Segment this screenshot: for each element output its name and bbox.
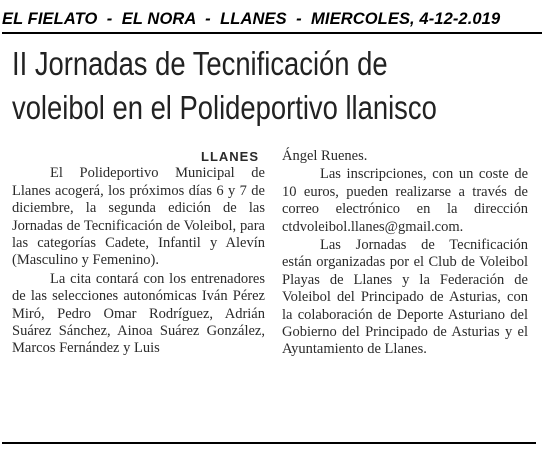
page-header: EL FIELATO - EL NORA - LLANES - MIERCOLES, 4-12-2.019 bbox=[2, 10, 501, 28]
article-column-left bbox=[12, 148, 265, 358]
header-rule bbox=[2, 32, 542, 34]
headline-line-2: voleibol en el Polideportivo llanisco bbox=[12, 89, 437, 126]
bottom-rule bbox=[2, 442, 536, 444]
article-column-right bbox=[282, 148, 528, 359]
headline-line-1: II Jornadas de Tecnificación de bbox=[12, 45, 388, 82]
headline bbox=[12, 42, 452, 130]
dateline: LLANES bbox=[201, 149, 259, 164]
right-paragraph-1: Las inscripciones, con un coste de 10 euros, pueden realizarse a través de correo electrónico en la dirección ctdvoleibol.llanes@gmail.com. bbox=[282, 166, 528, 235]
left-paragraph-2: La cita contará con los entrenadores de las selecciones autonómicas Iván Pérez Miró, Pedro Omar Rodríguez, Adrián Suárez Sánchez, Ainoa Suárez González, Marcos Fernández y Luis bbox=[12, 270, 265, 357]
right-paragraph-2: Las Jornadas de Tecnificación están organizadas por el Club de Voleibol Playas de Llanes y la Federación de Voleibol del Principado de Asturias, con la colaboración de Deporte Asturiano del Gobierno del Principado de Asturias y el Ayuntamiento de Llanes. bbox=[282, 237, 528, 358]
right-paragraph-continued: Ángel Ruenes. bbox=[282, 148, 368, 164]
left-paragraph-1: El Polideportivo Municipal de Llanes acogerá, los próximos días 6 y 7 de diciembre, la segunda edición de las Jornadas de Tecnificación de Voleibol, para las categorías Cadete, Infantil y Alevín (Masculino y Femenino). bbox=[12, 165, 265, 269]
